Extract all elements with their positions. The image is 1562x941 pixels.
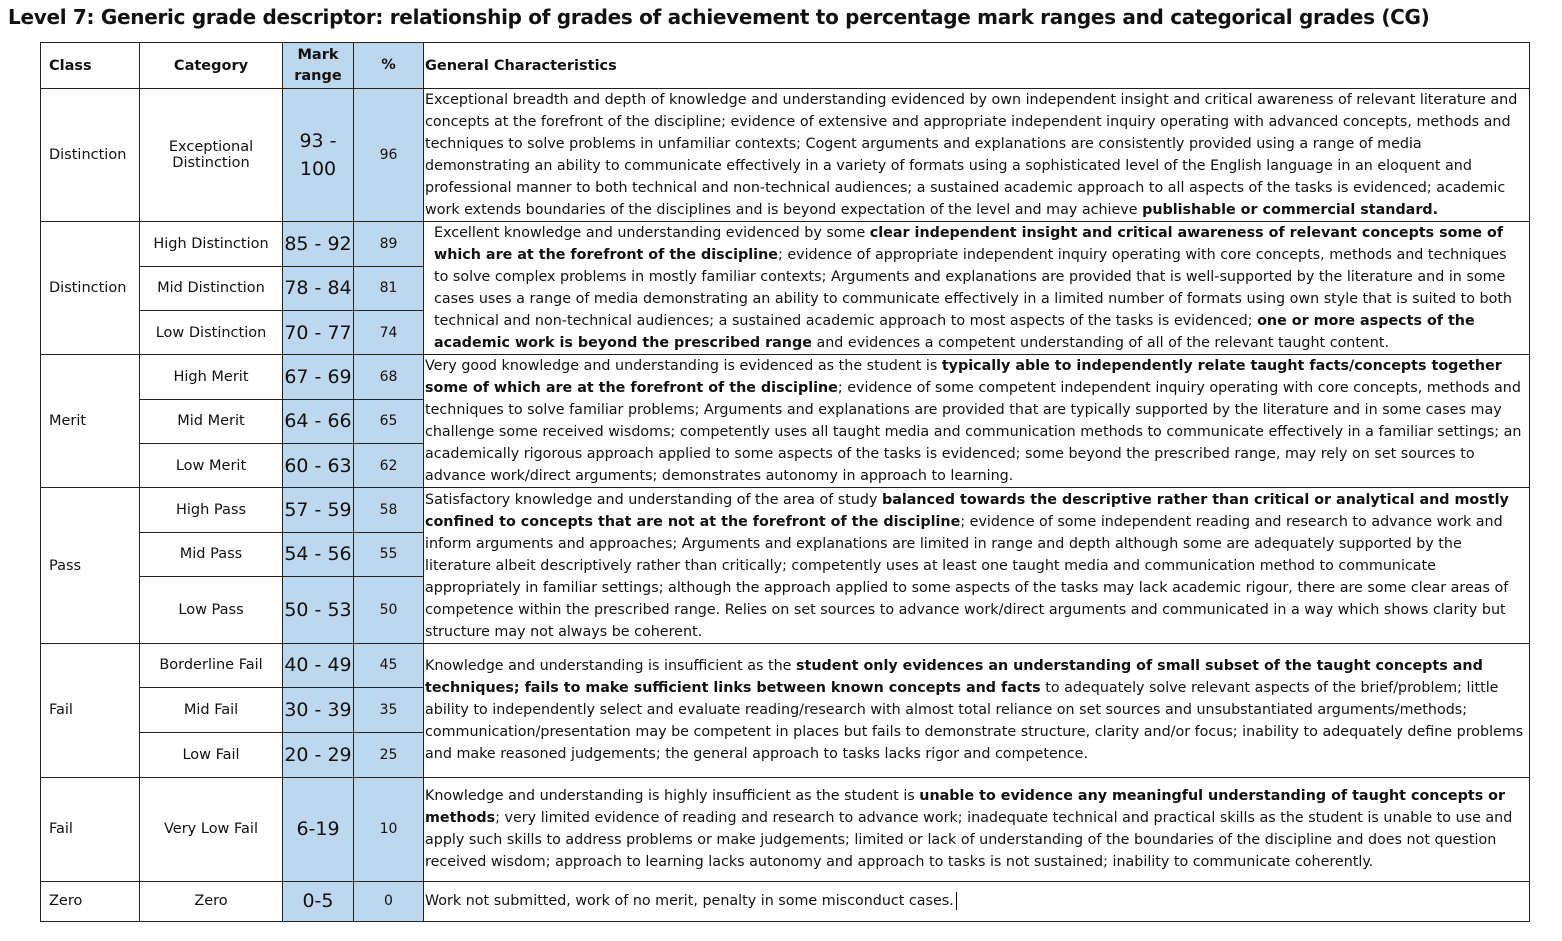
mark-range-cell: 67 - 69	[283, 355, 354, 399]
table-row	[41, 881, 1530, 921]
percent-cell: 68	[354, 355, 424, 399]
mark-range-cell: 54 - 56	[283, 532, 354, 576]
class-cell: Distinction	[41, 222, 140, 355]
header-category: Category	[140, 43, 283, 89]
mark-range-cell: 70 - 77	[283, 310, 354, 354]
table-row	[41, 355, 1530, 399]
category-cell: Very Low Fail	[140, 777, 283, 881]
percent-cell: 10	[354, 777, 424, 881]
characteristics-cell: Very good knowledge and understanding is evidenced as the student is typically able to independently relate taught facts/concepts together some of which are at the forefront of the discipline; evidence of some competent independent inquiry operating with core concepts, methods and techniques to solve familiar problems; Arguments and explanations are provided that are typically supported by the literature and in some cases may challenge some received wisdoms; competently uses all taught media and communication methods to communicate effectively in a familiar settings; an academically rigorous approach applied to some aspects of the tasks is evidenced; some beyond the prescribed range, may rely on set sources to advance work/direct arguments; demonstrates autonomy in approach to learning.	[424, 355, 1530, 488]
header-row	[41, 43, 1530, 89]
category-cell: Zero	[140, 881, 283, 921]
table-row	[41, 89, 1530, 222]
category-cell: Mid Distinction	[140, 266, 283, 310]
grade-descriptor-table	[40, 42, 1530, 922]
mark-range-cell: 20 - 29	[283, 732, 354, 777]
category-cell: High Distinction	[140, 222, 283, 266]
mark-range-cell: 40 - 49	[283, 643, 354, 687]
characteristics-cell[interactable]: Work not submitted, work of no merit, penalty in some misconduct cases.	[424, 881, 1530, 921]
table-row	[41, 777, 1530, 881]
percent-cell: 50	[354, 576, 424, 643]
class-cell: Fail	[41, 777, 140, 881]
percent-cell: 89	[354, 222, 424, 266]
category-cell: Exceptional Distinction	[140, 89, 283, 222]
mark-range-cell: 57 - 59	[283, 488, 354, 532]
characteristics-cell: Exceptional breadth and depth of knowledge and understanding evidenced by own independent insight and critical awareness of relevant literature and concepts at the forefront of the discipline; evidence of extensive and appropriate independent inquiry operating with advanced concepts, methods and techniques to solve problems in unfamiliar contexts; Cogent arguments and explanations are consistently provided using a range of media demonstrating an ability to communicate effectively in a variety of formats using a sophisticated level of the English language in an eloquent and professional manner to both technical and non-technical audiences; a sustained academic approach to all aspects of the tasks is evidenced; academic work extends boundaries of the disciplines and is beyond expectation of the level and may achieve publishable or commercial standard.	[424, 89, 1530, 222]
characteristics-cell: Excellent knowledge and understanding evidenced by some clear independent insight and critical awareness of relevant concepts some of which are at the forefront of the discipline; evidence of appropriate independent inquiry operating with core concepts, methods and techniques to solve complex problems in mostly familiar contexts; Arguments and explanations are provided that is well-supported by the literature and in some cases uses a range of media demonstrating an ability to communicate effectively in a limited number of formats using own style that is suited to both technical and non-technical audiences; a sustained academic approach to most aspects of the tasks is evidenced; one or more aspects of the academic work is beyond the prescribed range and evidences a competent understanding of all of the relevant taught content.	[424, 222, 1530, 355]
percent-cell: 25	[354, 732, 424, 777]
characteristics-cell: Knowledge and understanding is highly insufficient as the student is unable to evidence any meaningful understanding of taught concepts or methods; very limited evidence of reading and research to advance work; inadequate technical and practical skills as the student is unable to use and apply such skills to address problems or make judgements; limited or lack of understanding of the boundaries of the discipline and does not question received wisdom; approach to learning lacks autonomy and approach to tasks is not sustained; inability to communicate coherently.	[424, 777, 1530, 881]
category-cell: Low Distinction	[140, 310, 283, 354]
percent-cell: 81	[354, 266, 424, 310]
mark-range-cell: 30 - 39	[283, 687, 354, 732]
percent-cell: 96	[354, 89, 424, 222]
mark-range-cell: 0-5	[283, 881, 354, 921]
header-characteristics: General Characteristics	[424, 43, 1530, 89]
category-cell: Mid Fail	[140, 687, 283, 732]
mark-range-cell: 78 - 84	[283, 266, 354, 310]
category-cell: Low Fail	[140, 732, 283, 777]
percent-cell: 45	[354, 643, 424, 687]
header-mark-range	[283, 43, 354, 89]
percent-cell: 55	[354, 532, 424, 576]
class-cell: Pass	[41, 488, 140, 643]
class-cell: Zero	[41, 881, 140, 921]
mark-range-cell: 93 - 100	[283, 89, 354, 222]
percent-cell: 74	[354, 310, 424, 354]
mark-range-cell: 6-19	[283, 777, 354, 881]
characteristics-cell: Knowledge and understanding is insufficient as the student only evidences an understanding of small subset of the taught concepts and techniques; fails to make sufficient links between known concepts and facts to adequately solve relevant aspects of the brief/problem; little ability to independently select and evaluate reading/research with almost total reliance on set sources and unsubstantiated arguments/methods; communication/presentation may be competent in places but fails to demonstrate structure, clarity and/or focus; inability to adequately define problems and make reasoned judgements; the general approach to tasks lacks rigor and competence.	[424, 643, 1530, 777]
class-cell: Distinction	[41, 89, 140, 222]
mark-range-cell: 64 - 66	[283, 399, 354, 443]
characteristics-cell: Satisfactory knowledge and understanding of the area of study balanced towards the descriptive rather than critical or analytical and mostly confined to concepts that are not at the forefront of the discipline; evidence of some independent reading and research to advance work and inform arguments and approaches; Arguments and explanations are limited in range and depth although some are adequately supported by the literature albeit descriptively rather than critically; competently uses at least one taught media and communication method to communicate appropriately in familiar settings; although the approach applied to some aspects of the tasks may lack academic rigour, there are some clear areas of competence within the prescribed range. Relies on set sources to advance work/direct arguments and communicated in a way which shows clarity but structure may not always be coherent.	[424, 488, 1530, 643]
header-mark-range-line2: range	[294, 67, 342, 84]
header-mark-range-line1: Mark	[297, 46, 339, 63]
category-cell: Low Pass	[140, 576, 283, 643]
percent-cell: 35	[354, 687, 424, 732]
class-cell: Fail	[41, 643, 140, 777]
category-cell: Mid Pass	[140, 532, 283, 576]
table-row	[41, 222, 1530, 266]
percent-cell: 58	[354, 488, 424, 532]
percent-cell: 62	[354, 444, 424, 488]
category-cell: Borderline Fail	[140, 643, 283, 687]
category-cell: High Merit	[140, 355, 283, 399]
category-cell: Low Merit	[140, 444, 283, 488]
percent-cell: 65	[354, 399, 424, 443]
table-row	[41, 643, 1530, 687]
header-percent: %	[354, 43, 424, 89]
mark-range-cell: 50 - 53	[283, 576, 354, 643]
mark-range-cell: 60 - 63	[283, 444, 354, 488]
category-cell: High Pass	[140, 488, 283, 532]
category-cell: Mid Merit	[140, 399, 283, 443]
percent-cell: 0	[354, 881, 424, 921]
class-cell: Merit	[41, 355, 140, 488]
mark-range-cell: 85 - 92	[283, 222, 354, 266]
page-title: Level 7: Generic grade descriptor: relationship of grades of achievement to percentage mark ranges and categorical grades (CG)	[8, 5, 1430, 29]
table-row	[41, 488, 1530, 532]
text-cursor	[956, 892, 957, 910]
header-class: Class	[41, 43, 140, 89]
